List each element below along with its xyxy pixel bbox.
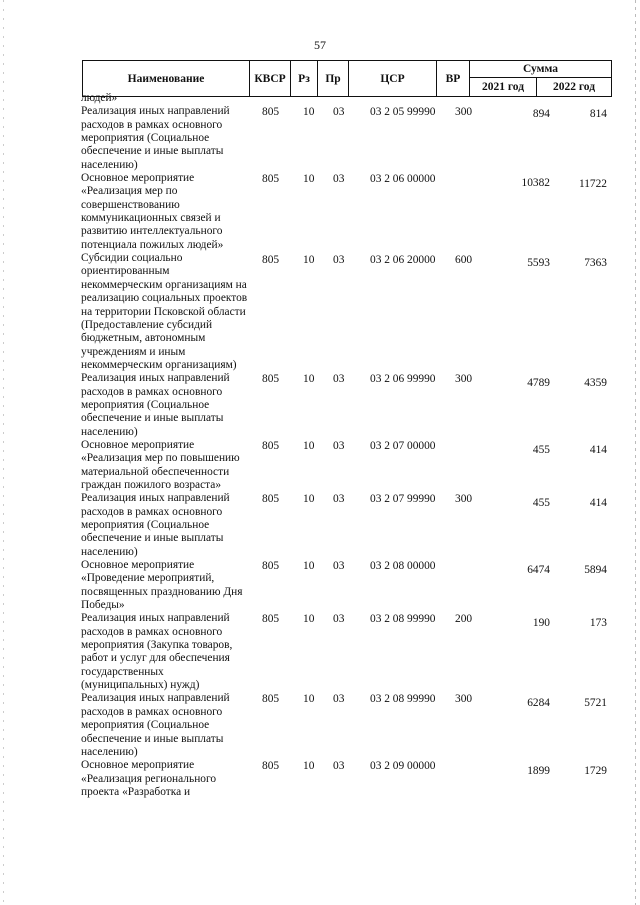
row-kvsr: 805 bbox=[262, 439, 280, 452]
row-rz: 10 bbox=[303, 493, 315, 506]
row-kvsr: 805 bbox=[262, 693, 280, 706]
table-row bbox=[0, 252, 640, 372]
row-rz: 10 bbox=[303, 439, 315, 452]
table-row bbox=[0, 105, 640, 172]
header-vr: ВР bbox=[437, 61, 470, 96]
row-csr: 03 2 08 00000 bbox=[370, 560, 436, 573]
row-vr: 300 bbox=[455, 373, 473, 386]
row-kvsr: 805 bbox=[262, 613, 280, 626]
row-name: Реализация иных направлений расходов в рамках основного мероприятия (Социальное обеспечение и иные выплаты населению) bbox=[81, 492, 230, 558]
row-csr: 03 2 06 00000 bbox=[370, 173, 436, 186]
header-year-2022: 2022 год bbox=[552, 81, 596, 93]
row-sum-2021: 4789 bbox=[527, 377, 550, 390]
table-row bbox=[0, 759, 640, 799]
row-kvsr: 805 bbox=[262, 493, 280, 506]
row-sum-2022: 5894 bbox=[584, 564, 607, 577]
row-sum-2022: 414 bbox=[589, 497, 607, 510]
row-sum-2022: 5721 bbox=[584, 697, 607, 710]
row-pr: 03 bbox=[333, 173, 345, 186]
row-csr: 03 2 07 99990 bbox=[370, 493, 436, 506]
row-kvsr: 805 bbox=[262, 373, 280, 386]
row-sum-2021: 6284 bbox=[527, 697, 550, 710]
header-name: Наименование bbox=[83, 61, 250, 96]
row-rz: 10 bbox=[303, 173, 315, 186]
row-csr: 03 2 05 99990 bbox=[370, 106, 436, 119]
header-pr: Пр bbox=[318, 61, 349, 96]
row-sum-2021: 6474 bbox=[527, 564, 550, 577]
row-sum-2021: 10382 bbox=[521, 177, 550, 190]
row-vr: 300 bbox=[455, 693, 473, 706]
header-rz: Рз bbox=[291, 61, 318, 96]
row-kvsr: 805 bbox=[262, 560, 280, 573]
table-row bbox=[0, 559, 640, 612]
row-csr: 03 2 08 99990 bbox=[370, 693, 436, 706]
row-sum-2021: 5593 bbox=[527, 257, 550, 270]
row-name: Реализация иных направлений расходов в рамках основного мероприятия (Социальное обеспечение и иные выплаты населению) bbox=[81, 692, 230, 758]
row-name: Субсидии социально ориентированным некоммерческим организациям на реализацию социальных проектов на территории Псковской области (Предоставление субсидий бюджетным, автономным учреждениям и иным некоммерческим организациям) bbox=[81, 252, 248, 371]
row-rz: 10 bbox=[303, 106, 315, 119]
table-row bbox=[0, 692, 640, 759]
row-kvsr: 805 bbox=[262, 254, 280, 267]
page-number: 57 bbox=[314, 38, 326, 52]
row-pr: 03 bbox=[333, 106, 345, 119]
row-name: Основное мероприятие «Проведение мероприятий, посвященных празднованию Дня Победы» bbox=[81, 559, 243, 612]
row-vr: 600 bbox=[455, 254, 473, 267]
row-sum-2022: 1729 bbox=[584, 765, 607, 778]
row-rz: 10 bbox=[303, 613, 315, 626]
header-year-2021: 2021 год bbox=[470, 78, 537, 96]
continuation-text: людей» bbox=[81, 92, 118, 104]
row-csr: 03 2 06 99990 bbox=[370, 373, 436, 386]
row-sum-2022: 173 bbox=[589, 617, 607, 630]
row-rz: 10 bbox=[303, 373, 315, 386]
row-pr: 03 bbox=[333, 613, 345, 626]
header-sum: Сумма bbox=[470, 61, 611, 78]
row-pr: 03 bbox=[333, 560, 345, 573]
row-pr: 03 bbox=[333, 439, 345, 452]
row-name: Основное мероприятие «Реализация мер по совершенствованию коммуникационных связей и развитию интеллектуального потенциала пожилых людей» bbox=[81, 172, 224, 251]
table-row bbox=[0, 372, 640, 439]
row-pr: 03 bbox=[333, 693, 345, 706]
row-sum-2022: 414 bbox=[589, 443, 607, 456]
row-pr: 03 bbox=[333, 760, 345, 773]
row-kvsr: 805 bbox=[262, 760, 280, 773]
table-row bbox=[0, 172, 640, 252]
row-sum-2022: 11722 bbox=[578, 178, 607, 191]
row-sum-2022: 7363 bbox=[584, 257, 607, 270]
row-vr: 300 bbox=[455, 106, 473, 119]
row-sum-2021: 894 bbox=[532, 108, 550, 121]
row-rz: 10 bbox=[303, 560, 315, 573]
row-vr: 200 bbox=[455, 613, 473, 626]
row-name: Основное мероприятие «Реализация мер по повышению материальной обеспеченности граждан пожилого возраста» bbox=[81, 438, 240, 491]
row-csr: 03 2 08 99990 bbox=[370, 613, 436, 626]
row-pr: 03 bbox=[333, 373, 345, 386]
row-kvsr: 805 bbox=[262, 173, 280, 186]
row-sum-2022: 4359 bbox=[584, 377, 607, 390]
row-csr: 03 2 07 00000 bbox=[370, 439, 436, 452]
header-kvsr: КВСР bbox=[250, 61, 291, 96]
table-row bbox=[0, 439, 640, 492]
row-sum-2022: 814 bbox=[589, 108, 607, 121]
row-kvsr: 805 bbox=[262, 106, 280, 119]
header-csr: ЦСР bbox=[349, 61, 437, 96]
row-rz: 10 bbox=[303, 693, 315, 706]
row-pr: 03 bbox=[333, 254, 345, 267]
row-vr: 300 bbox=[455, 493, 473, 506]
row-name: Реализация иных направлений расходов в рамках основного мероприятия (Социальное обеспечение и иные выплаты населению) bbox=[81, 372, 230, 438]
row-sum-2021: 455 bbox=[532, 443, 550, 456]
row-rz: 10 bbox=[303, 254, 315, 267]
table-body bbox=[0, 92, 640, 799]
row-name: Реализация иных направлений расходов в рамках основного мероприятия (Социальное обеспечение и иные выплаты населению) bbox=[81, 105, 230, 171]
row-csr: 03 2 09 00000 bbox=[370, 760, 436, 773]
row-sum-2021: 455 bbox=[532, 497, 550, 510]
row-sum-2021: 1899 bbox=[527, 765, 550, 778]
table-row bbox=[0, 612, 640, 692]
row-sum-2021: 190 bbox=[532, 617, 550, 630]
row-name: Реализация иных направлений расходов в рамках основного мероприятия (Закупка товаров, работ и услуг для обеспечения государственных (муниципальных) нужд) bbox=[81, 612, 233, 692]
row-pr: 03 bbox=[333, 493, 345, 506]
row-name: Основное мероприятие «Реализация регионального проекта «Разработка и bbox=[81, 759, 217, 798]
row-rz: 10 bbox=[303, 760, 315, 773]
row-csr: 03 2 06 20000 bbox=[370, 254, 436, 267]
table-row bbox=[0, 492, 640, 559]
